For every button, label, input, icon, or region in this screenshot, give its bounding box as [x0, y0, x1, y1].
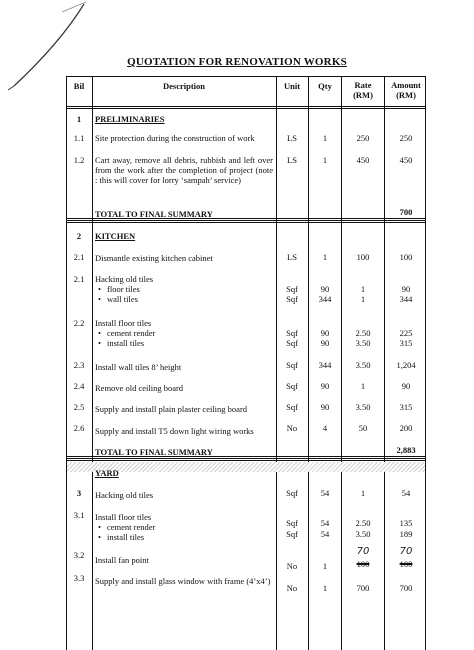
handwritten-rate-correction: 70 — [356, 546, 370, 557]
item-qty: 344 — [318, 294, 332, 304]
section-total: 2,883 — [396, 445, 416, 455]
item-bil: 2.1 — [73, 252, 85, 262]
item-qty: 1 — [322, 252, 328, 262]
section-rule-2 — [66, 220, 426, 223]
section-total-label: TOTAL TO FINAL SUMMARY — [95, 209, 213, 219]
item-bil: 2.5 — [73, 402, 85, 412]
item-unit: No — [286, 583, 298, 593]
item-rate: 700 — [356, 583, 370, 593]
item-rate: 100 — [356, 252, 370, 262]
item-rate: 3.50 — [355, 360, 371, 370]
table-border-top — [66, 76, 426, 77]
item-qty: 4 — [322, 423, 328, 433]
item-amount: 315 — [399, 402, 413, 412]
item-amount: 90 — [401, 284, 411, 294]
item-qty: 54 — [320, 518, 330, 528]
item-unit: LS — [287, 133, 297, 143]
section-total: 700 — [399, 207, 413, 217]
item-bil: 3.3 — [73, 573, 85, 583]
item-amount: 200 — [399, 423, 413, 433]
item-amount: 1,204 — [396, 360, 416, 370]
item-unit: No — [286, 561, 298, 571]
header-unit: Unit — [283, 81, 301, 91]
item-rate: 2.50 — [355, 518, 371, 528]
sub-item-description: • wall tiles — [95, 294, 285, 304]
item-rate: 3.50 — [355, 529, 371, 539]
item-unit: Sqf — [286, 402, 298, 412]
section-heading: PRELIMINARIES — [95, 114, 165, 124]
item-description: Supply and install plain plaster ceiling board — [95, 404, 248, 414]
item-qty: 1 — [322, 155, 328, 165]
item-unit: Sqf — [286, 488, 298, 498]
item-rate-struck: 100 — [356, 559, 370, 569]
item-bil: 3 — [76, 488, 82, 498]
item-description: Install floor tiles — [95, 512, 152, 522]
quotation-table — [66, 76, 426, 650]
item-unit: No — [286, 423, 298, 433]
section-heading: YARD — [95, 468, 119, 478]
section-heading: KITCHEN — [95, 231, 136, 241]
item-qty: 90 — [320, 381, 330, 391]
item-unit: LS — [287, 155, 297, 165]
item-description: Install fan point — [95, 555, 149, 565]
item-qty: 90 — [320, 402, 330, 412]
item-description: Install floor tiles — [95, 318, 152, 328]
col-rule-bil — [92, 76, 93, 650]
item-description: Remove old ceiling board — [95, 383, 184, 393]
item-bil: 3.1 — [73, 510, 85, 520]
col-rule-desc — [276, 76, 277, 650]
item-amount: 344 — [399, 294, 413, 304]
item-qty: 1 — [322, 561, 328, 571]
item-bil: 2.2 — [73, 318, 85, 328]
header-rate: Rate (RM) — [353, 80, 373, 100]
section-rule-2 — [66, 458, 426, 461]
item-amount: 225 — [399, 328, 413, 338]
item-rate: 2.50 — [355, 328, 371, 338]
item-amount: 250 — [399, 133, 413, 143]
item-amount-struck: 100 — [399, 559, 413, 569]
item-amount: 189 — [399, 529, 413, 539]
handwritten-amount-correction: 70 — [399, 546, 413, 557]
page-title: QUOTATION FOR RENOVATION WORKS — [127, 56, 347, 68]
header-rule — [66, 106, 426, 109]
item-unit: Sqf — [286, 381, 298, 391]
item-description: Hacking old tiles — [95, 490, 154, 500]
item-bil: 2.4 — [73, 381, 85, 391]
sub-item-description: • install tiles — [95, 338, 285, 348]
header-bil: Bil — [73, 81, 85, 91]
item-unit: Sqf — [286, 518, 298, 528]
item-qty: 1 — [322, 133, 328, 143]
item-bil: 2.1 — [73, 274, 85, 284]
item-rate: 50 — [358, 423, 368, 433]
item-description: Supply and install glass window with frame (4’x4’) — [95, 576, 271, 586]
item-description: Site protection during the construction of work — [95, 133, 255, 143]
item-amount: 450 — [399, 155, 413, 165]
item-rate: 3.50 — [355, 402, 371, 412]
item-amount: 54 — [401, 488, 411, 498]
item-rate: 1 — [360, 488, 366, 498]
sub-item-description: • cement render — [95, 522, 285, 532]
item-bil: 3.2 — [73, 550, 85, 560]
col-rule-rate — [384, 76, 385, 650]
item-amount: 700 — [399, 583, 413, 593]
item-description: Cart away, remove all debris, rubbish and left over from the work after the completion of project (note : this will cover for lorry ‘sampah’ service) — [95, 155, 273, 185]
sub-item-description: • cement render — [95, 328, 285, 338]
item-unit: Sqf — [286, 284, 298, 294]
item-unit: Sqf — [286, 294, 298, 304]
item-unit: Sqf — [286, 529, 298, 539]
item-description: Install wall tiles 8’ height — [95, 362, 182, 372]
item-rate: 250 — [356, 133, 370, 143]
item-qty: 90 — [320, 284, 330, 294]
item-rate: 1 — [360, 381, 366, 391]
item-bil: 2.3 — [73, 360, 85, 370]
item-bil: 1.2 — [73, 155, 85, 165]
item-rate: 1 — [360, 284, 366, 294]
item-rate: 1 — [360, 294, 366, 304]
header-description: Description — [162, 81, 206, 91]
item-amount: 100 — [399, 252, 413, 262]
item-amount: 90 — [401, 381, 411, 391]
item-rate: 3.50 — [355, 338, 371, 348]
section-number: 1 — [76, 114, 82, 124]
item-unit: Sqf — [286, 338, 298, 348]
header-qty: Qty — [318, 81, 332, 91]
item-description: Hacking old tiles — [95, 274, 154, 284]
item-qty: 54 — [320, 488, 330, 498]
item-unit: Sqf — [286, 328, 298, 338]
header-amount: Amount (RM) — [391, 80, 421, 100]
sub-item-description: • floor tiles — [95, 284, 285, 294]
item-bil: 1.1 — [73, 133, 85, 143]
item-rate: 450 — [356, 155, 370, 165]
item-qty: 54 — [320, 529, 330, 539]
item-qty: 1 — [322, 583, 328, 593]
item-unit: LS — [287, 252, 297, 262]
item-amount: 315 — [399, 338, 413, 348]
item-description: Dismantle existing kitchen cabinet — [95, 253, 213, 263]
col-rule-unit — [308, 76, 309, 650]
sub-item-description: • install tiles — [95, 532, 285, 542]
item-bil: 2.6 — [73, 423, 85, 433]
item-qty: 344 — [318, 360, 332, 370]
item-qty: 90 — [320, 338, 330, 348]
section-total-label: TOTAL TO FINAL SUMMARY — [95, 447, 213, 457]
item-amount: 135 — [399, 518, 413, 528]
item-qty: 90 — [320, 328, 330, 338]
item-unit: Sqf — [286, 360, 298, 370]
section-number: 2 — [76, 231, 82, 241]
item-description: Supply and install T5 down light wiring works — [95, 426, 254, 436]
col-rule-qty — [341, 76, 342, 650]
